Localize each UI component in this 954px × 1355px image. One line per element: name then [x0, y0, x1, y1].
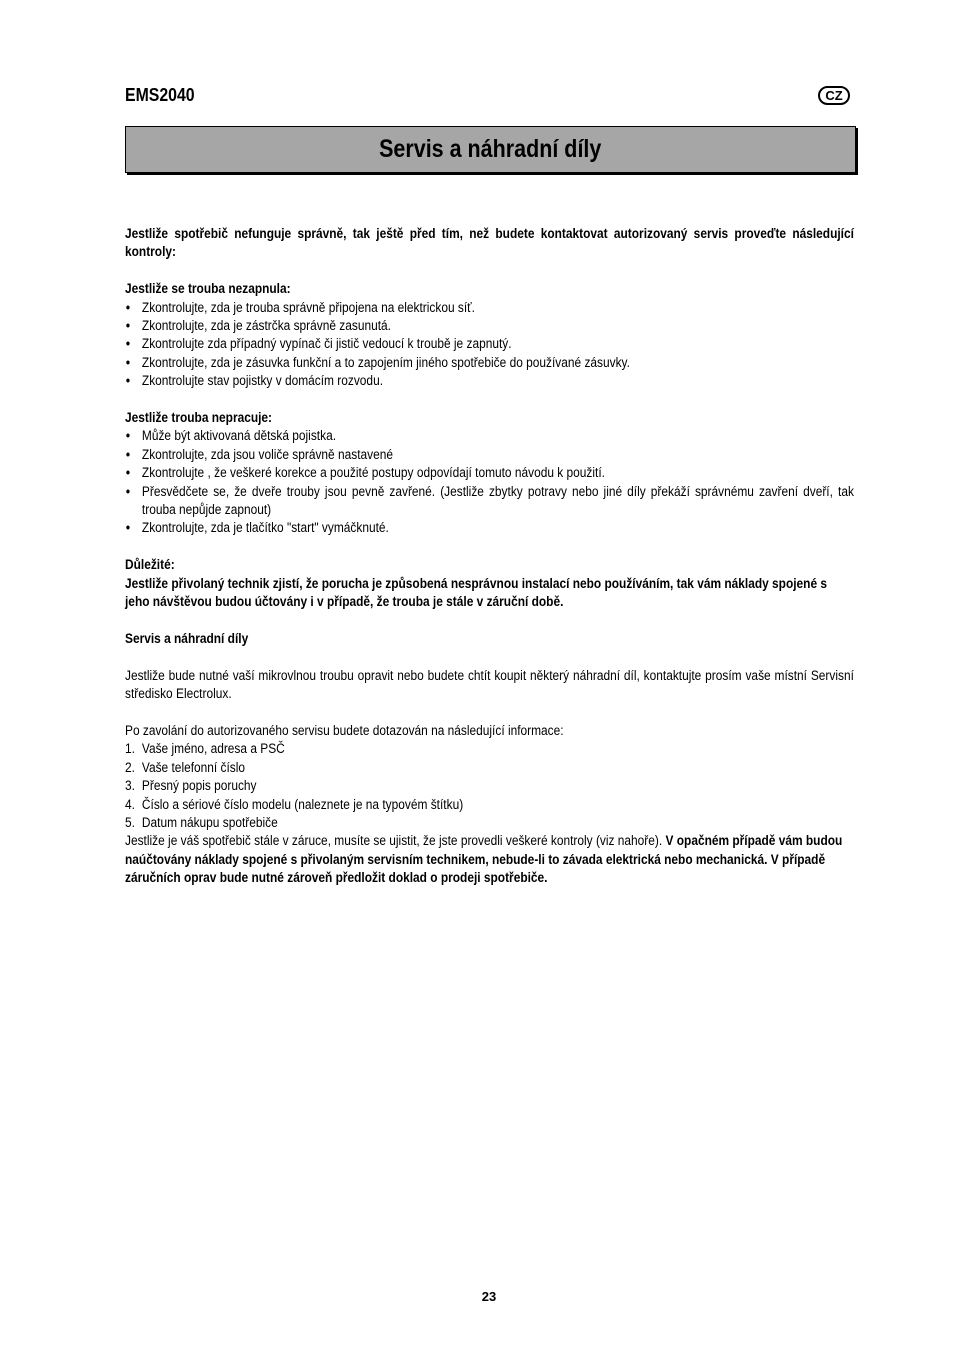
- service-list-intro: Po zavolání do autorizovaného servisu budete dotazován na následující informace:: [125, 722, 564, 738]
- closing-normal-text: Jestliže je váš spotřebič stále v záruce, musíte se ujistit, že jste provedli veškeré kontroly (viz nahoře).: [125, 833, 666, 849]
- list-item: • Zkontrolujte , že veškeré korekce a použité postupy odpovídají tomuto návodu k použití.: [125, 464, 854, 482]
- list-item: • Zkontrolujte zda případný vypínač či jistič vedoucí k troubě je zapnutý.: [125, 335, 854, 353]
- important-heading: Důležité:: [125, 557, 175, 573]
- service-paragraph: Jestliže bude nutné vaší mikrovlnou troubu opravit nebo budete chtít koupit některý náhradní díl, kontaktujte prosím vaše místní Servisní středisko Electrolux.: [125, 667, 854, 702]
- not-working-list: [125, 427, 854, 537]
- service-heading: Servis a náhradní díly: [125, 630, 249, 646]
- list-item: • Zkontrolujte stav pojistky v domácím rozvodu.: [125, 372, 854, 390]
- section-title-banner: [125, 126, 856, 173]
- list-item: 4. Číslo a sériové číslo modelu (naleznete je na typovém štítku): [125, 796, 464, 812]
- list-item: • Zkontrolujte, zda je zástrčka správně zasunutá.: [125, 317, 854, 335]
- list-item: • Zkontrolujte, zda je tlačítko "start" vymáčknuté.: [125, 519, 854, 537]
- list-item: 2. Vaše telefonní číslo: [125, 759, 246, 775]
- closing-bold-text: V opačném případě vám budou naúčtovány náklady spojené s přivolaným servisním technikem, nebude-li to závada elektrická nebo mechanická. V případě záručních oprav bude nutné zároveň předložit doklad o prodeji spotřebiče.: [125, 833, 843, 886]
- important-text: Jestliže přivolaný technik zjistí, že porucha je způsobená nesprávnou instalací nebo používáním, tak vám náklady spojené s jeho návštěvou budou účtovány i v případě, že trouba je stále v záruční době.: [125, 575, 828, 610]
- service-info-list: [125, 740, 854, 832]
- service-closing: [125, 832, 854, 887]
- list-item: • Zkontrolujte, zda je trouba správně připojena na elektrickou síť.: [125, 299, 854, 317]
- not-working-heading: Jestliže trouba nepracuje:: [125, 410, 273, 426]
- model-number: EMS2040: [125, 85, 195, 105]
- content-body: [125, 225, 854, 888]
- page-title: Servis a náhradní díly: [379, 135, 602, 164]
- list-item: • Zkontrolujte, zda jsou voliče správně nastavené: [125, 446, 854, 464]
- list-item: • Přesvědčete se, že dveře trouby jsou pevně zavřené. (Jestliže zbytky potravy nebo jiné díly překáží správnému zavření dveří, tak trouba nepůjde zapnout): [125, 483, 854, 520]
- list-item: 1. Vaše jméno, adresa a PSČ: [125, 741, 285, 757]
- list-item: • Může být aktivovaná dětská pojistka.: [125, 427, 854, 445]
- list-item: • Zkontrolujte, zda je zásuvka funkční a to zapojením jiného spotřebiče do používané zásuvky.: [125, 354, 854, 372]
- list-item: 3. Přesný popis poruchy: [125, 778, 257, 794]
- list-item: 5. Datum nákupu spotřebiče: [125, 814, 278, 830]
- intro-paragraph: Jestliže spotřebič nefunguje správně, tak ještě před tím, než budete kontaktovat autorizovaný servis proveďte následující kontroly:: [125, 226, 854, 260]
- page-number: 23: [481, 1289, 497, 1304]
- not-on-list: [125, 299, 854, 391]
- language-badge: CZ: [818, 86, 850, 105]
- not-on-heading: Jestliže se trouba nezapnula:: [125, 281, 291, 297]
